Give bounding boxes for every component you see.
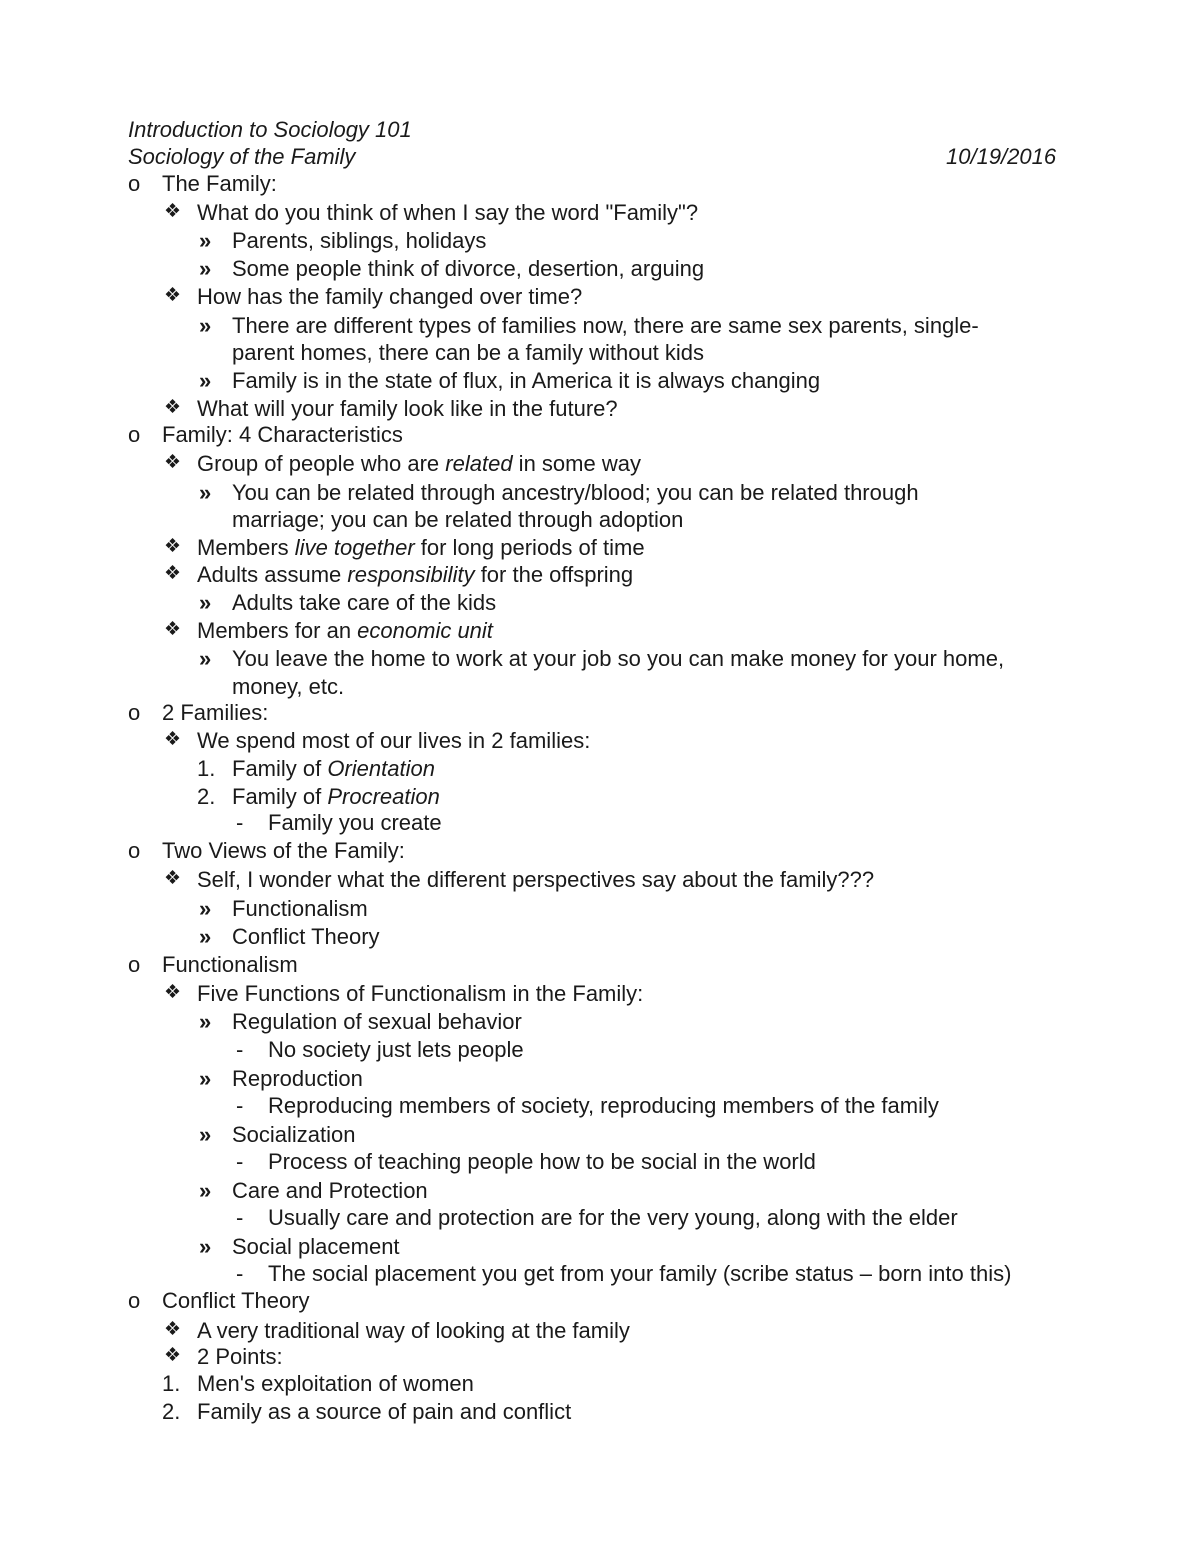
bullet-marker: - xyxy=(236,1149,244,1174)
bullet-marker: o xyxy=(128,952,141,977)
line-text: parent homes, there can be a family without kids xyxy=(232,340,705,365)
bullet-marker: » xyxy=(199,1234,212,1259)
line-text: No society just lets people xyxy=(268,1037,524,1062)
line-text: The Family: xyxy=(162,171,277,196)
bullet-marker: ❖ xyxy=(164,868,182,889)
line-text: There are different types of families now, there are same sex parents, single- xyxy=(232,313,979,338)
line-text xyxy=(197,564,633,586)
bullet-marker: ❖ xyxy=(164,201,182,222)
bullet-marker: » xyxy=(199,590,212,615)
text-run: Family of xyxy=(232,784,328,809)
bullet-marker: » xyxy=(199,228,212,253)
lecture-topic: Sociology of the Family xyxy=(128,144,356,169)
text-run: for the offspring xyxy=(474,562,634,587)
text-run: in some way xyxy=(512,451,641,476)
text-run: Members for an xyxy=(197,618,358,643)
line-text: Five Functions of Functionalism in the Family: xyxy=(197,981,644,1006)
line-text xyxy=(232,786,440,808)
line-text: Socialization xyxy=(232,1122,356,1147)
bullet-marker: o xyxy=(128,171,141,196)
bullet-marker: » xyxy=(199,480,212,505)
line-text: marriage; you can be related through adoption xyxy=(232,507,684,532)
bullet-marker: - xyxy=(236,1037,244,1062)
bullet-marker: » xyxy=(199,646,212,671)
line-text: Usually care and protection are for the very young, along with the elder xyxy=(268,1205,958,1230)
bullet-marker: - xyxy=(236,1261,244,1286)
line-text: Family as a source of pain and conflict xyxy=(197,1399,572,1424)
bullet-marker: o xyxy=(128,838,141,863)
bullet-marker: ❖ xyxy=(164,452,182,473)
line-text xyxy=(197,537,645,559)
bullet-marker: » xyxy=(199,1009,212,1034)
line-text: Functionalism xyxy=(162,952,298,977)
bullet-marker: » xyxy=(199,1122,212,1147)
bullet-marker: » xyxy=(199,1178,212,1203)
italic-term: Orientation xyxy=(327,756,435,781)
bullet-marker: ❖ xyxy=(164,1345,182,1366)
line-text: Conflict Theory xyxy=(162,1288,310,1313)
bullet-marker: » xyxy=(199,313,212,338)
line-text: Social placement xyxy=(232,1234,400,1259)
bullet-marker: 2. xyxy=(197,784,216,809)
bullet-marker: o xyxy=(128,1288,141,1313)
line-text: Adults take care of the kids xyxy=(232,590,497,615)
bullet-marker: ❖ xyxy=(164,397,182,418)
line-text: 2 Families: xyxy=(162,700,269,725)
line-text: You can be related through ancestry/blood; you can be related through xyxy=(232,480,919,505)
bullet-marker: » xyxy=(199,1066,212,1091)
line-text xyxy=(197,620,493,642)
course-title: Introduction to Sociology 101 xyxy=(128,117,412,142)
bullet-marker: 1. xyxy=(162,1371,181,1396)
text-run: Members xyxy=(197,535,295,560)
bullet-marker: ❖ xyxy=(164,563,182,584)
bullet-marker: ❖ xyxy=(164,1319,182,1340)
bullet-marker: - xyxy=(236,810,244,835)
line-text xyxy=(232,758,435,780)
line-text: Family you create xyxy=(268,810,442,835)
bullet-marker: » xyxy=(199,256,212,281)
text-run: Adults assume xyxy=(197,562,348,587)
bullet-marker: o xyxy=(128,422,141,447)
italic-term: Procreation xyxy=(327,784,440,809)
italic-term: related xyxy=(445,451,513,476)
line-text: 2 Points: xyxy=(197,1344,283,1369)
line-text: Process of teaching people how to be social in the world xyxy=(268,1149,816,1174)
line-text: Family: 4 Characteristics xyxy=(162,422,403,447)
line-text: We spend most of our lives in 2 families: xyxy=(197,728,591,753)
text-run: Group of people who are xyxy=(197,451,446,476)
line-text: Conflict Theory xyxy=(232,924,380,949)
line-text: Men's exploitation of women xyxy=(197,1371,474,1396)
bullet-marker: » xyxy=(199,924,212,949)
bullet-marker: ❖ xyxy=(164,619,182,640)
line-text: Two Views of the Family: xyxy=(162,838,405,863)
line-text: Care and Protection xyxy=(232,1178,428,1203)
bullet-marker: ❖ xyxy=(164,982,182,1003)
line-text: money, etc. xyxy=(232,674,345,699)
line-text: What will your family look like in the future? xyxy=(197,396,618,421)
text-run: for long periods of time xyxy=(414,535,645,560)
bullet-marker: - xyxy=(236,1205,244,1230)
line-text: Some people think of divorce, desertion, arguing xyxy=(232,256,705,281)
line-text: A very traditional way of looking at the family xyxy=(197,1318,630,1343)
line-text: The social placement you get from your family (scribe status – born into this) xyxy=(268,1261,1012,1286)
line-text: Self, I wonder what the different perspectives say about the family??? xyxy=(197,867,875,892)
line-text: You leave the home to work at your job so you can make money for your home, xyxy=(232,646,1005,671)
bullet-marker: o xyxy=(128,700,141,725)
bullet-marker: ❖ xyxy=(164,285,182,306)
line-text: How has the family changed over time? xyxy=(197,284,583,309)
line-text: Family is in the state of flux, in America it is always changing xyxy=(232,368,821,393)
bullet-marker: » xyxy=(199,896,212,921)
line-text: Functionalism xyxy=(232,896,368,921)
bullet-marker: ❖ xyxy=(164,729,182,750)
line-text: Regulation of sexual behavior xyxy=(232,1009,522,1034)
italic-term: economic unit xyxy=(357,618,493,643)
text-run: Family of xyxy=(232,756,328,781)
line-text: Reproducing members of society, reproducing members of the family xyxy=(268,1093,939,1118)
bullet-marker: ❖ xyxy=(164,536,182,557)
lecture-date: 10/19/2016 xyxy=(946,144,1057,169)
line-text: Parents, siblings, holidays xyxy=(232,228,487,253)
bullet-marker: - xyxy=(236,1093,244,1118)
bullet-marker: » xyxy=(199,368,212,393)
line-text: What do you think of when I say the word "Family"? xyxy=(197,200,699,225)
line-text: Reproduction xyxy=(232,1066,363,1091)
line-text xyxy=(197,453,641,475)
bullet-marker: 1. xyxy=(197,756,216,781)
italic-term: responsibility xyxy=(347,562,475,587)
italic-term: live together xyxy=(294,535,415,560)
bullet-marker: 2. xyxy=(162,1399,181,1424)
